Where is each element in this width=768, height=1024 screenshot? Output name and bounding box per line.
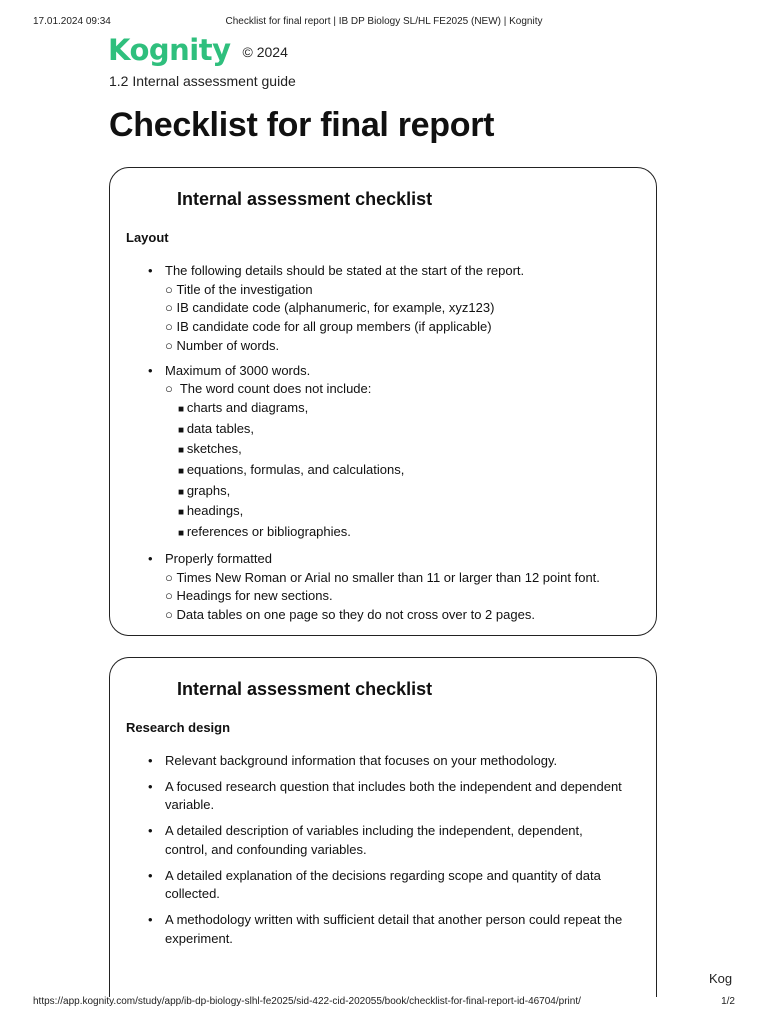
list-item: • A focused research question that includes both the independent and dependent variable.: [148, 778, 628, 815]
print-footer: [33, 996, 735, 1010]
list-item-text: The following details should be stated at the start of the report.: [165, 263, 525, 278]
kognity-logo[interactable]: Kognity: [108, 33, 231, 67]
sub-list-item: [165, 606, 628, 625]
sub-list: [165, 569, 628, 625]
sub-list: [165, 380, 628, 544]
sub-sub-list-item: ■ references or bibliographies.: [178, 523, 628, 544]
print-header: [33, 16, 735, 30]
print-page-title: Checklist for final report | IB DP Biology SL/HL FE2025 (NEW) | Kognity: [225, 16, 543, 27]
checklist: [148, 262, 628, 631]
copyright: © 2024: [242, 44, 288, 60]
sub-list-item: [165, 299, 628, 318]
list-item: • A methodology written with sufficient detail that another person could repeat the experiment.: [148, 911, 628, 948]
list-item: • A detailed explanation of the decisions regarding scope and quantity of data collected.: [148, 867, 628, 904]
truncated-side-text: Kog: [709, 971, 733, 986]
sub-list-item: [165, 337, 628, 356]
checklist: [148, 752, 628, 955]
sub-list-item: [165, 380, 628, 544]
section-label: Layout: [126, 230, 169, 245]
card-title: Internal assessment checklist: [177, 189, 433, 209]
sub-sub-list-item: ■ graphs,: [178, 482, 628, 503]
sub-sub-list-item: ■ sketches,: [178, 440, 628, 461]
sub-sub-list-item: ■ charts and diagrams,: [178, 399, 628, 420]
sub-list-item: [165, 318, 628, 337]
sub-sub-list-item: ■ data tables,: [178, 420, 628, 441]
sub-sub-list-item: ■ equations, formulas, and calculations,: [178, 461, 628, 482]
sub-sub-list: [165, 399, 628, 544]
list-item: [148, 262, 628, 356]
section-label: Research design: [126, 720, 231, 735]
sub-item-text: Number of words.: [176, 337, 280, 353]
sub-item-text: Data tables on one page so they do not cross over to 2 pages.: [176, 606, 535, 622]
list-item-text: Properly formatted: [165, 550, 272, 566]
sub-sub-list-item: ■ headings,: [178, 502, 628, 523]
sub-list-item: [165, 281, 628, 300]
page-title: Checklist for final report: [109, 106, 495, 144]
list-item: [148, 362, 628, 544]
sub-list-item: [165, 569, 628, 588]
checklist-card-research-design: [109, 657, 657, 997]
sub-item-text: Times New Roman or Arial no smaller than 11 or larger than 12 point font.: [176, 569, 600, 585]
print-url: https://app.kognity.com/study/app/ib-dp-biology-slhl-fe2025/sid-422-cid-202055/book/checklist-for-final-report-id-46704/print/: [33, 996, 581, 1007]
list-item: [148, 550, 628, 625]
sub-item-text: IB candidate code for all group members (if applicable): [176, 319, 492, 335]
sub-item-text: IB candidate code (alphanumeric, for example, xyz123): [176, 300, 495, 316]
sub-item-text: The word count does not include:: [179, 381, 372, 397]
checklist-card-layout: [109, 167, 657, 636]
sub-item-text: Title of the investigation: [176, 281, 313, 297]
breadcrumb[interactable]: 1.2 Internal assessment guide: [109, 73, 296, 89]
sub-list-item: [165, 587, 628, 606]
print-date: 17.01.2024 09:34: [33, 16, 111, 27]
list-item-text: Maximum of 3000 words.: [165, 362, 311, 378]
list-item: • A detailed description of variables including the independent, dependent, control, and confounding variables.: [148, 822, 628, 859]
sub-list: [165, 281, 628, 356]
page-number: 1/2: [721, 996, 735, 1007]
list-item: • Relevant background information that focuses on your methodology.: [148, 752, 628, 771]
brand: [108, 33, 288, 67]
card-title: Internal assessment checklist: [177, 679, 433, 699]
sub-item-text: Headings for new sections.: [176, 588, 333, 604]
